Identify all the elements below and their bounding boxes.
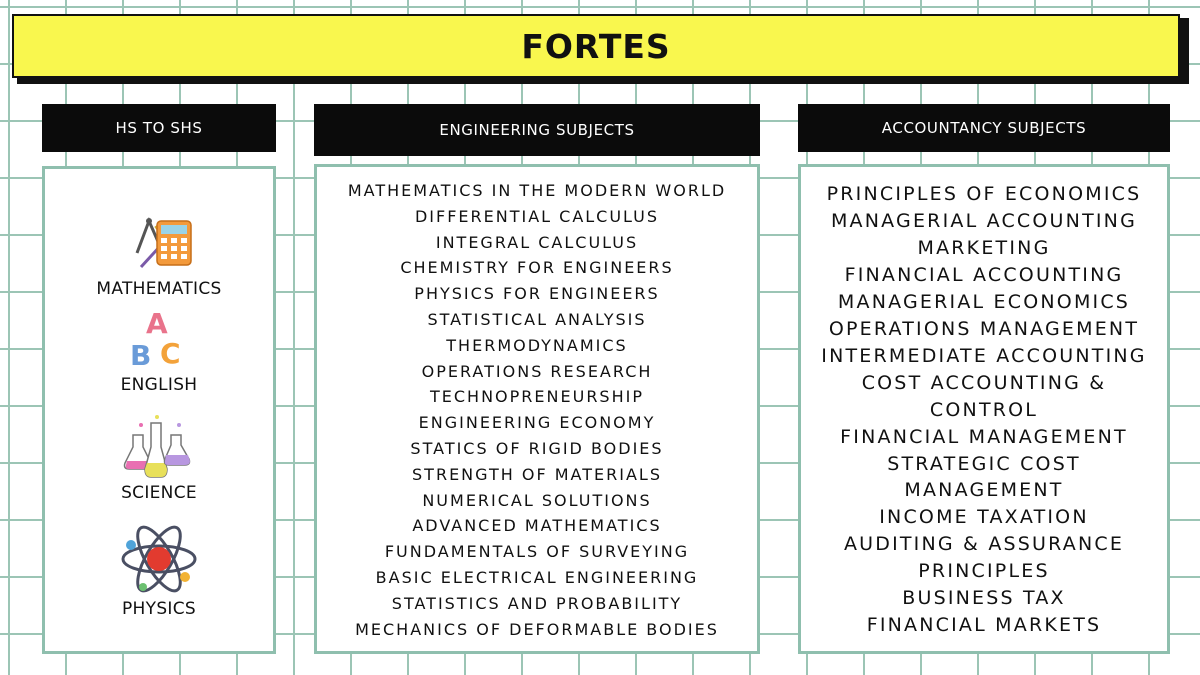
- list-item: STATISTICS AND PROBABILITY: [391, 593, 683, 613]
- abc-letters-icon: [124, 307, 194, 375]
- list-item: ENGINEERING ECONOMY: [418, 413, 656, 433]
- subject-mathematics: [45, 207, 273, 299]
- list-item: STRATEGIC COST: [887, 452, 1081, 475]
- title-banner: [12, 14, 1180, 78]
- list-item: PRINCIPLES OF ECONOMICS: [826, 183, 1142, 205]
- engineering-header: [314, 104, 760, 156]
- subject-label: PHYSICS: [122, 599, 196, 619]
- subject-label: SCIENCE: [121, 483, 197, 503]
- hs-header: [42, 104, 276, 152]
- svg-text:A: A: [146, 307, 168, 340]
- list-item: FINANCIAL MANAGEMENT: [840, 425, 1128, 448]
- list-item: INCOME TAXATION: [879, 506, 1089, 529]
- list-item: PRINCIPLES: [918, 560, 1050, 583]
- list-item: CHEMISTRY FOR ENGINEERS: [400, 258, 674, 278]
- subject-science: [45, 413, 273, 503]
- hs-panel: [42, 166, 276, 654]
- list-item: MANAGEMENT: [904, 479, 1064, 502]
- list-item: AUDITING & ASSURANCE: [843, 533, 1125, 556]
- list-item: ADVANCED MATHEMATICS: [412, 516, 662, 536]
- svg-text:C: C: [160, 337, 181, 370]
- list-item: INTERMEDIATE ACCOUNTING: [821, 344, 1147, 367]
- list-item: THERMODYNAMICS: [446, 335, 628, 355]
- list-item: STRENGTH OF MATERIALS: [412, 464, 662, 484]
- svg-text:B: B: [130, 339, 152, 372]
- list-item: NUMERICAL SOLUTIONS: [422, 490, 652, 510]
- engineering-subject-list: [317, 178, 757, 642]
- accountancy-panel: [798, 164, 1170, 654]
- subject-english: [45, 307, 273, 395]
- list-item: FINANCIAL MARKETS: [866, 614, 1102, 637]
- list-item: STATISTICAL ANALYSIS: [427, 309, 647, 329]
- list-item: INTEGRAL CALCULUS: [435, 232, 639, 252]
- engineering-panel: [314, 164, 760, 654]
- list-item: OPERATIONS RESEARCH: [421, 361, 653, 381]
- accountancy-subject-list: [801, 181, 1167, 639]
- subject-physics: [45, 519, 273, 619]
- page-title: FORTES: [521, 26, 671, 66]
- list-item: MANAGERIAL ACCOUNTING: [830, 209, 1138, 232]
- list-item: BUSINESS TAX: [902, 587, 1066, 610]
- list-item: MECHANICS OF DEFORMABLE BODIES: [355, 619, 719, 639]
- list-item: OPERATIONS MANAGEMENT: [828, 317, 1140, 340]
- list-item: MATHEMATICS IN THE MODERN WORLD: [347, 181, 727, 200]
- list-item: PHYSICS FOR ENGINEERS: [414, 284, 660, 304]
- atom-icon: [119, 519, 199, 599]
- list-item: MARKETING: [917, 236, 1051, 259]
- list-item: STATICS OF RIGID BODIES: [410, 438, 664, 458]
- list-item: MANAGERIAL ECONOMICS: [837, 290, 1131, 313]
- list-item: CONTROL: [929, 398, 1039, 421]
- list-item: FINANCIAL ACCOUNTING: [844, 263, 1124, 286]
- subject-label: MATHEMATICS: [96, 279, 222, 299]
- subject-label: ENGLISH: [120, 375, 198, 395]
- list-item: DIFFERENTIAL CALCULUS: [414, 206, 660, 226]
- hs-header-label: HS TO SHS: [115, 119, 203, 137]
- list-item: FUNDAMENTALS OF SURVEYING: [384, 542, 690, 562]
- list-item: BASIC ELECTRICAL ENGINEERING: [375, 567, 699, 587]
- list-item: TECHNOPRENEURSHIP: [430, 387, 644, 407]
- lab-flasks-icon: [121, 413, 197, 483]
- engineering-header-label: ENGINEERING SUBJECTS: [439, 121, 635, 139]
- list-item: COST ACCOUNTING &: [861, 371, 1107, 394]
- calculator-math-icon: [119, 207, 199, 279]
- accountancy-header: [798, 104, 1170, 152]
- accountancy-header-label: ACCOUNTANCY SUBJECTS: [881, 119, 1087, 137]
